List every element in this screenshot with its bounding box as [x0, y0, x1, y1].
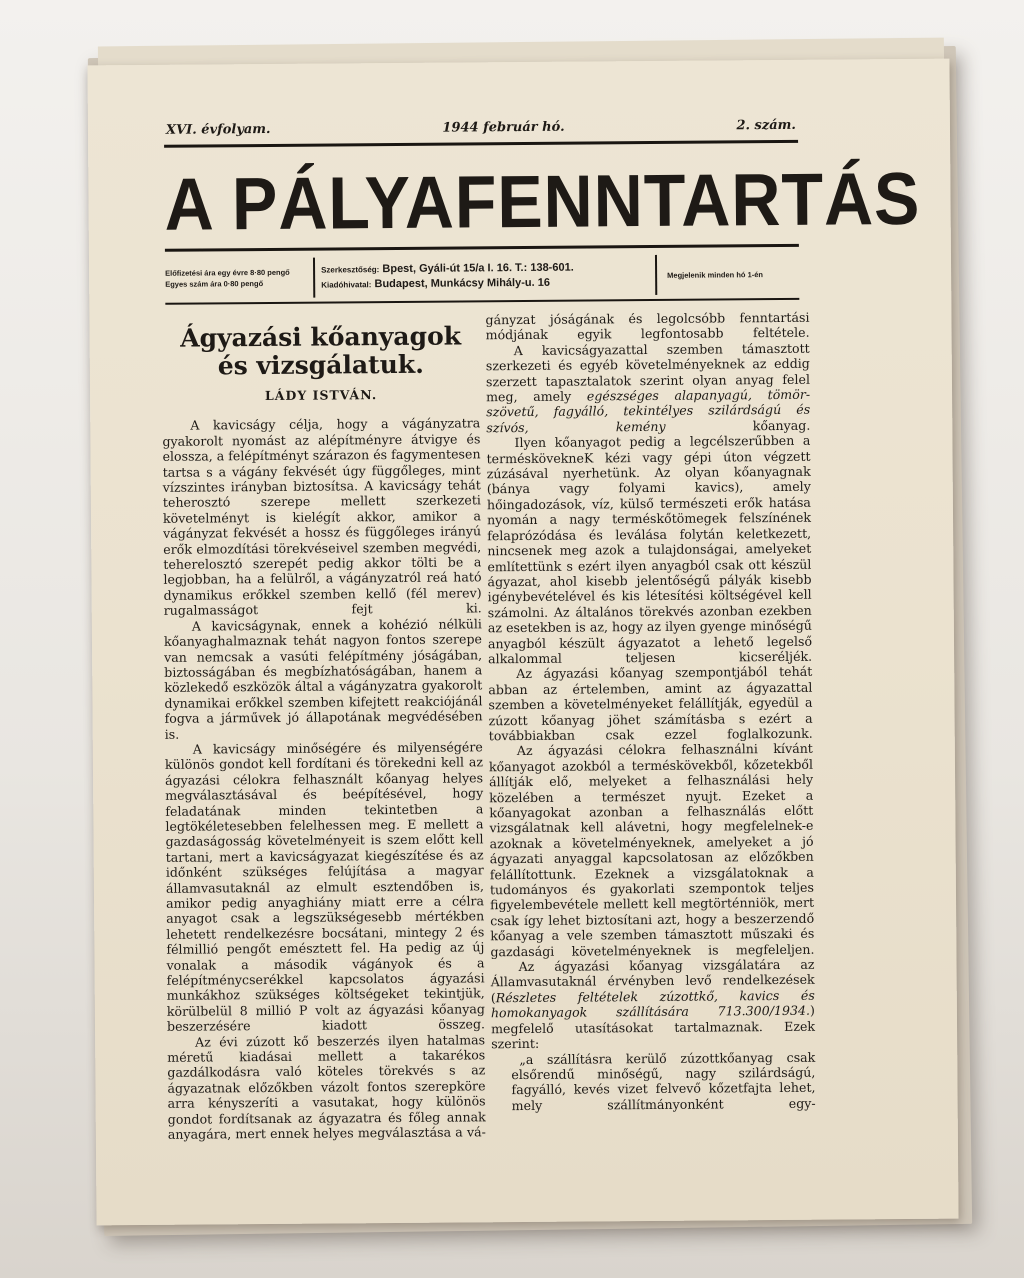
paragraph-text: A kavicságyazattal szemben támasztott szerkezeti és egyéb követelményeknek az eddig szerzett tapasztalatok szerint olyan anyag felel meg, amely — [485, 340, 811, 405]
issue-label: 2. szám. — [736, 117, 796, 134]
subscription-price-year: Előfizetési ára egy évre 8·80 pengő — [165, 267, 290, 278]
volume-label: XVI. évfolyam. — [165, 121, 271, 138]
article-title-line-1: Ágyazási kőanyagok — [180, 321, 462, 353]
article-title-line-2: és vizsgálatuk. — [217, 349, 424, 381]
masthead-top-rule — [164, 140, 798, 148]
editorial-address: Bpest, Gyáli-út 15/a I. 16. T.: 138-601. — [382, 261, 574, 276]
quote-text: „a szállításra kerülő zúzottkőanyag csak elsőrendű minőségű, nagy szilárdságú, fagyálló, kevés vizet felvevő kőzetfajta lehet, mely szállítmányonként egy- — [511, 1049, 816, 1113]
paragraph: Ilyen kőanyagot pedig a legcélszerűbben a terméskövekneK kézi vagy gépi úton végzett zúzásával nyerhetünk. Az olyan kőanyagnak (bánya vagy folyami kavics), amely hőingadozások, víz, külső természeti erők hatása nyomán a nagy terméskőtömegek felszínének felaprózódása és leválása folytán keletkezett, nincsenek meg azok a tulajdonságai, amelyeket említettünk s ezért ilyen anyagból csak ott készül ágyazat, ahol kisebb jelentőségű pályák kisebb igénybevételével és kis létesítési költségével kell számolni. Az általános törekvés azonban ezekben az esetekben is az, hogy az ilyen gyenge minőségű anyagból készült ágyazatot a lehető legelső alkalommal teljesen kicseréljék. — [486, 432, 813, 667]
article-column-2 — [485, 310, 815, 1114]
paragraph: A kavicságy minőségére és milyenségére különös gondot kell fordítani és törekedni kell az ágyazási célokra felhasznált kőanyag helyes megválasztásával és beépítésével, hogy feladatának minden tekintetben a legtökéletesebben felelhessen meg. E mellett a gazdaságosság követelményeit is szem előtt kell tartani, mert a kavicságyazat kiegészítése és az időnként szükséges felújítása a magyar államvasutaknál az elmult esztendőben is, amikor pedig anyaghiány miatt erre a célra anyagot csak a legszükségesebb mértékben lehetett rendelkezésre bocsátani, mintegy 2 és félmillió pengőt emésztett fel. Ha pedig az új vonalak a második vágányok és a felépítménycserékkel kapcsolatos ágyazási munkákhoz szükséges költségeket tekintjük, körülbelül 8 millió P volt az ágyazási kőanyag beszerzésére kiadott összeg. — [164, 739, 486, 1035]
paragraph: Az ágyazási kőanyag szempontjából tehát abban az értelemben, amint az ágyazattal szemben a követelményeket felállítják, egyedül a zúzott kőanyag jöhet számításba s ezért a továbbiakban csak ezzel foglalkozunk. — [488, 664, 813, 744]
paragraph-text: ) megfelelő utasításokat tartalmaznak. Ezek szerint: — [490, 1003, 816, 1052]
subscription-price-single: Egyes szám ára 0·80 pengő — [165, 279, 264, 289]
article-author: LÁDY ISTVÁN. — [264, 387, 378, 404]
subscription-info — [165, 267, 313, 290]
date-label: 1944 február hó. — [442, 119, 565, 136]
newspaper-page — [87, 59, 958, 1226]
paragraph — [490, 957, 815, 1052]
masthead-infobar — [165, 252, 799, 301]
publisher-address: Budapest, Munkácsy Mihály-u. 16 — [374, 276, 550, 291]
editorial-info — [313, 255, 657, 298]
regulation-quote — [491, 1049, 815, 1113]
paragraph: Az ágyazási célokra felhasználni kívánt kőanyagot azokból a terméskövekből, kőzetekből állítják elő, melyeket a felhasználási hely közelében a természet nyujt. Ezeket a kőanyagokat azonban a felhasználás előtt vizsgálatnak kell alávetni, hogy megfelelnek-e azoknak a követelményeknek, amelyeket a jó ágyazati anyaggal kapcsolatosan az előzőkben felállítottunk. Ezeknek a vizsgálatoknak a tudományos és gyakorlati szempontok teljes figyelembevétele mellett kell megtörténniök, mert csak így lehet biztosítani azt, hogy a beszerzendő kőanyag a vele szemben támasztott műszaki és gazdasági követelményeknek is megfeleljen. — [488, 741, 815, 959]
paragraph-continued: gányzat jóságának és legolcsóbb fenntartási módjának egyik legfontosabb feltétele. — [485, 309, 810, 343]
publisher-label: Kiadóhivatal: — [321, 280, 372, 290]
paragraph: A kavicságy célja, hogy a vágányzatra gyakorolt nyomást az alépítményre átvigye és elossza, a felépítményt szárazon és fagymentesen tartsa s a vágány fekvését úgy függőleges, mint vízszintes irányban biztosítsa. A kavicságy tehát teherosztó szerepe mellett szerkezeti követelményt is kielégít akkor, amikor a vágányzat fekvését a hossz és függőleges irányú erők elmozdítási törekvéseivel szemben megvédi, teherelosztó szerepét pedig akkor tölti be a legjobban, ha a felülről, a vágányzatról reá ható dynamikus erőkkel szemben kellő (fél merev) rugalmasságot fejt ki. — [162, 415, 482, 619]
paragraph-text: Az ágyazási kőanyag vizsgálatára az Államvasutaknál érvényben levő rendelkezések ( — [490, 956, 815, 1006]
frequency-info: Megjelenik minden hó 1-én — [667, 269, 764, 280]
publisher-row — [321, 275, 649, 293]
paragraph: Az évi zúzott kő beszerzés ilyen hatalmas méretű kiadásai mellett a takarékos gazdálkodásra való köteles törekvés s az ágyazatnak előzőkben vázolt fontos szerepköre arra kényszeríti a vasutakat, hogy különös gondot fordítsanak az ágyazatra és főleg annak anyagára, mert ennek helyes megválasztása a vá- — [167, 1031, 486, 1142]
paragraph — [486, 341, 811, 436]
paragraph: A kavicságynak, ennek a kohézió nélküli kőanyaghalmaznak tehát nagyon fontos szerepe van nemcsak a vasúti felépítmény jóságában, biztosságában és megbízhatóságában, hanem a közlekedő eszközök által a vágányzatra gyakorolt dynamikai erőkkel szemben kifejtett reakciójánál fogva a járművek jó állapotának megvédésében is. — [163, 616, 483, 742]
emphasized-text: egészséges alapanyagú, tömör-szövetű, fagyálló, tekintélyes szilárdságú és szívós, kemény — [486, 386, 811, 436]
paragraph-text: kőanyag. — [752, 417, 811, 434]
article-title — [161, 322, 479, 380]
masthead-topline — [166, 118, 796, 138]
emphasized-text: Részletes feltételek zúzottkő, kavics és homokanyagok szállítására 713.300/1934. — [490, 987, 815, 1021]
article-column-1 — [161, 312, 485, 1142]
newspaper-title: A PÁLYAFENNTARTÁS — [164, 156, 921, 246]
editorial-label: Szerkesztőség: — [321, 265, 380, 275]
